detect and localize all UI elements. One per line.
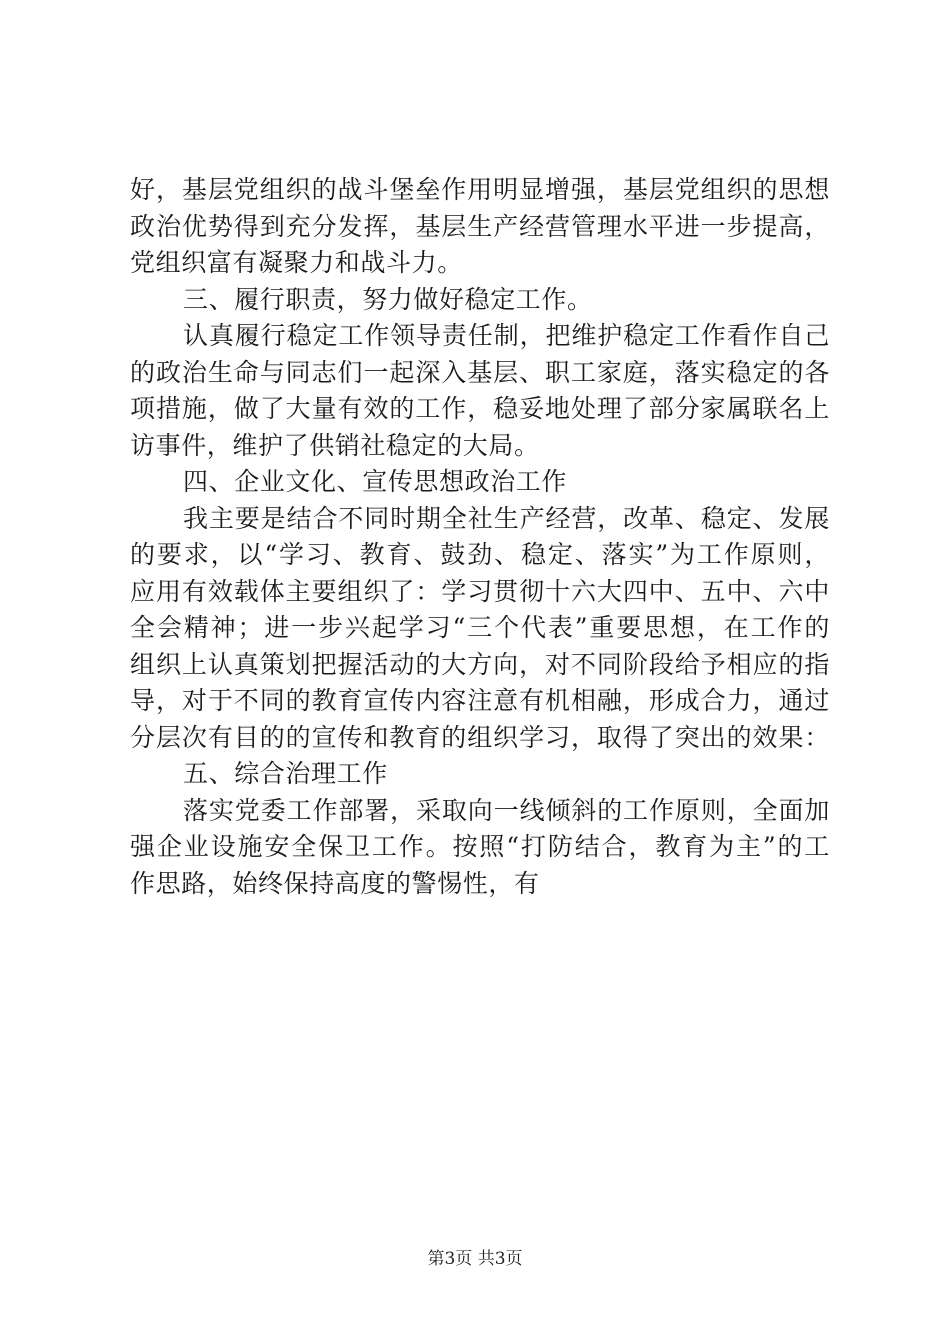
text-line: 政治优势得到充分发挥，基层生产经营管理水平进一步提高， [130, 211, 830, 241]
text-line: 访事件，维护了供销社稳定的大局。 [130, 430, 540, 460]
text-line: 导，对于不同的教育宣传内容注意有机相融，形成合力，通过 [130, 686, 830, 715]
page-number-footer: 第3页 共3页 [427, 1249, 523, 1269]
section-heading: 三、履行职责，努力做好稳定工作。 [183, 284, 593, 314]
text-line: 全会精神；进一步兴起学习“三个代表”重要思想，在工作的 [130, 613, 830, 642]
text-line: 的要求，以“学习、教育、鼓劲、稳定、落实”为工作原则， [130, 540, 830, 569]
section-heading: 五、综合治理工作 [183, 759, 388, 788]
text-line: 落实党委工作部署，采取向一线倾斜的工作原则，全面加 [183, 795, 830, 825]
document-body [130, 172, 830, 902]
section-heading: 四、企业文化、宣传思想政治工作 [183, 467, 568, 496]
text-line: 组织上认真策划把握活动的大方向，对不同阶段给予相应的指 [130, 649, 830, 679]
text-line: 作思路，始终保持高度的警惕性，有 [130, 868, 540, 898]
text-line: 好，基层党组织的战斗堡垒作用明显增强，基层党组织的思想 [130, 175, 830, 204]
text-line: 的政治生命与同志们一起深入基层、职工家庭，落实稳定的各 [130, 357, 830, 387]
text-line: 我主要是结合不同时期全社生产经营，改革、稳定、发展 [183, 503, 830, 533]
text-line: 项措施，做了大量有效的工作，稳妥地处理了部分家属联名上 [130, 394, 830, 423]
text-line: 认真履行稳定工作领导责任制，把维护稳定工作看作自己 [183, 321, 830, 350]
text-line: 应用有效载体主要组织了：学习贯彻十六大四中、五中、六中 [130, 576, 830, 606]
text-line: 强企业设施安全保卫工作。按照“打防结合，教育为主”的工 [130, 832, 830, 861]
text-line: 分层次有目的的宣传和教育的组织学习，取得了突出的效果： [130, 722, 830, 752]
text-line: 党组织富有凝聚力和战斗力。 [130, 248, 463, 277]
